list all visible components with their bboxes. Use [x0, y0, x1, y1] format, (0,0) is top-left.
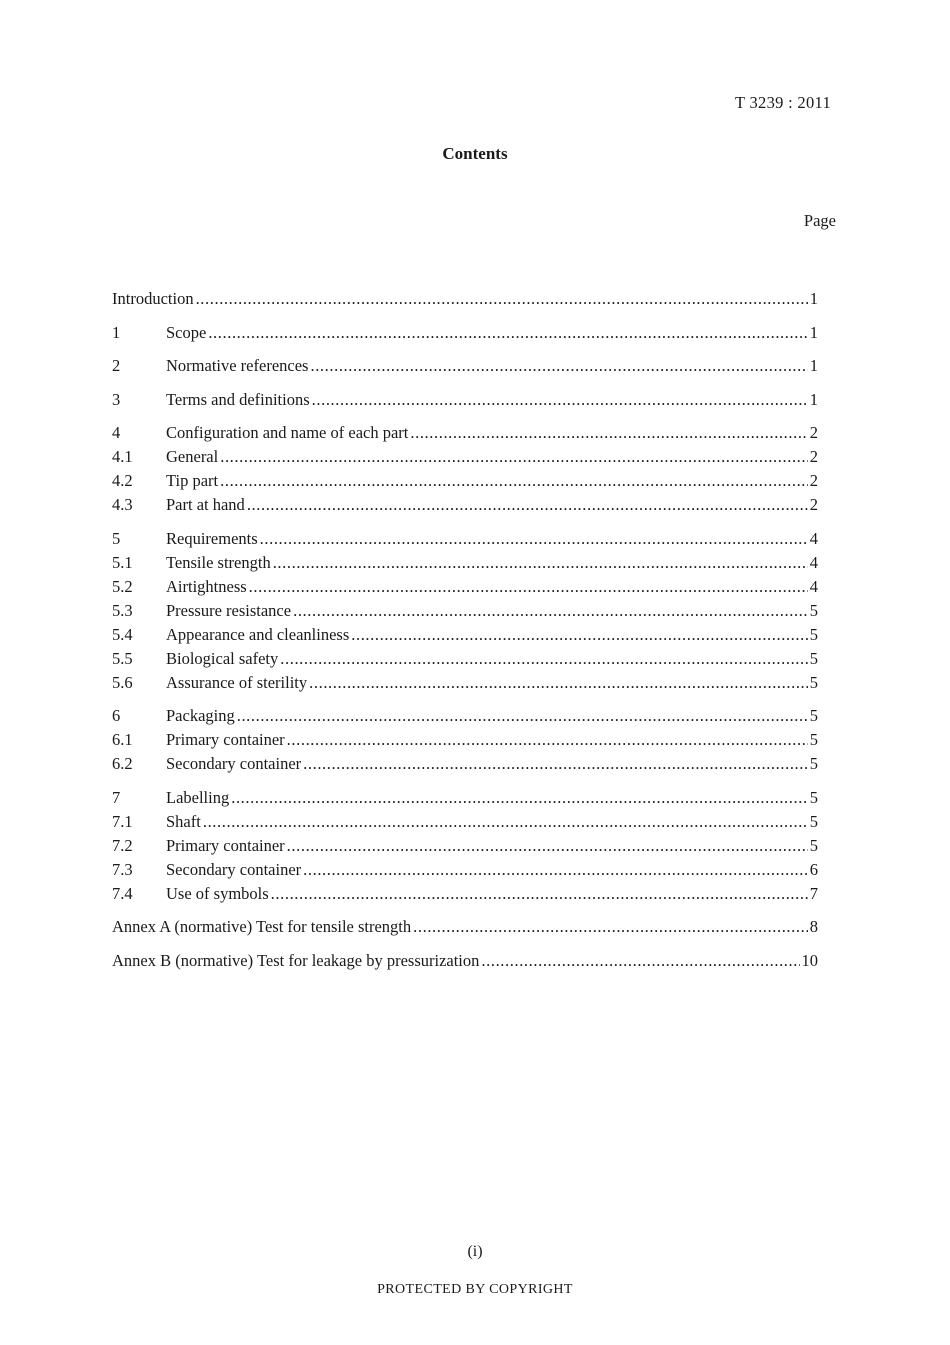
toc-entry-number: 5.1 — [112, 552, 133, 572]
toc-entry[interactable] — [112, 527, 818, 551]
toc-entry-title: Labelling — [166, 787, 230, 807]
toc-group — [112, 287, 818, 311]
toc-entry-number: 5 — [112, 528, 121, 548]
toc-entry-page: 1 — [809, 356, 818, 375]
dot-leader — [410, 421, 807, 445]
dot-leader — [280, 647, 807, 671]
toc-entry[interactable] — [112, 810, 818, 834]
toc-entry-number: 5.3 — [112, 600, 133, 620]
toc-group — [112, 321, 818, 345]
toc-entry-number: 6.1 — [112, 730, 133, 749]
toc-entry-page: 1 — [809, 322, 818, 342]
dot-leader — [203, 810, 808, 834]
toc-entry-number: 6 — [112, 706, 121, 725]
toc-entry-title: Configuration and name of each part — [166, 423, 409, 442]
dot-leader — [260, 527, 808, 551]
toc-entry-page: 5 — [809, 730, 818, 749]
dot-leader — [220, 469, 808, 493]
toc-entry-title: Airtightness — [166, 576, 247, 596]
toc-entry[interactable] — [112, 858, 818, 882]
toc-entry[interactable] — [112, 575, 818, 599]
toc-entry-page: 1 — [809, 389, 818, 409]
dot-leader — [220, 445, 808, 469]
toc-entry[interactable] — [112, 445, 818, 469]
toc-entry-page: 5 — [809, 600, 818, 620]
toc-entry[interactable] — [112, 752, 818, 776]
toc-entry[interactable] — [112, 469, 818, 493]
toc-entry-title: Requirements — [166, 528, 258, 548]
toc-entry-title: Appearance and cleanliness — [166, 624, 350, 644]
toc-entry[interactable] — [112, 834, 818, 858]
toc-entry-page: 1 — [809, 289, 818, 308]
toc-group — [112, 354, 818, 378]
toc-entry-title: Scope — [166, 322, 207, 342]
toc-entry-page: 2 — [809, 471, 818, 490]
dot-leader — [303, 752, 808, 776]
dot-leader — [312, 388, 808, 412]
toc-entry-title: Primary container — [166, 730, 285, 749]
toc-entry[interactable] — [112, 493, 818, 517]
toc-entry-title: Use of symbols — [166, 883, 269, 903]
toc-entry[interactable] — [112, 704, 818, 728]
document-number: T 3239 : 2011 — [734, 93, 831, 112]
toc-entry-page: 5 — [809, 754, 818, 773]
toc-entry-title: Annex A (normative) Test for tensile strength — [112, 917, 412, 936]
toc-entry-title: Introduction — [112, 289, 194, 308]
toc-entry[interactable] — [112, 623, 818, 647]
dot-leader — [196, 287, 808, 311]
dot-leader — [293, 599, 808, 623]
toc-group — [112, 421, 818, 517]
toc-entry[interactable] — [112, 551, 818, 575]
toc-entry[interactable] — [112, 882, 818, 906]
toc-entry-title: Assurance of sterility — [166, 672, 308, 692]
toc-entry-title: Annex B (normative) Test for leakage by pressurization — [112, 950, 480, 970]
toc-entry-title: Primary container — [166, 835, 285, 855]
toc-entry-number: 4.3 — [112, 495, 133, 514]
toc-entry[interactable] — [112, 421, 818, 445]
toc-entry-page: 2 — [809, 447, 818, 466]
toc-entry-title: Terms and definitions — [166, 389, 310, 409]
toc-entry-page: 7 — [809, 883, 818, 903]
toc-entry-number: 7 — [112, 787, 121, 807]
toc-entry-number: 4 — [112, 423, 121, 442]
toc-entry[interactable] — [112, 354, 818, 378]
toc-entry-page: 5 — [809, 787, 818, 807]
dot-leader — [351, 623, 808, 647]
toc-group — [112, 388, 818, 412]
toc-entry-number: 6.2 — [112, 754, 133, 773]
toc-entry-number: 5.5 — [112, 648, 133, 668]
dot-leader — [208, 321, 807, 345]
toc-entry[interactable] — [112, 728, 818, 752]
toc-entry[interactable] — [112, 599, 818, 623]
table-of-contents — [112, 287, 818, 982]
dot-leader — [287, 834, 808, 858]
toc-entry-page: 4 — [809, 576, 818, 596]
toc-entry-number: 7.2 — [112, 835, 133, 855]
toc-entry-title: Normative references — [166, 356, 309, 375]
toc-entry-number: 1 — [112, 322, 121, 342]
toc-entry-number: 4.2 — [112, 471, 133, 490]
contents-title: Contents — [442, 144, 508, 163]
dot-leader — [481, 949, 799, 973]
toc-entry-number: 3 — [112, 389, 121, 409]
dot-leader — [287, 728, 808, 752]
toc-entry-number: 5.2 — [112, 576, 133, 596]
toc-entry[interactable] — [112, 321, 818, 345]
toc-entry-number: 7.4 — [112, 883, 133, 903]
toc-entry-title: Secondary container — [166, 754, 302, 773]
toc-entry-number: 5.6 — [112, 672, 133, 692]
dot-leader — [271, 882, 808, 906]
toc-entry-page: 10 — [801, 950, 818, 970]
page-number: (i) — [467, 1243, 483, 1260]
toc-entry-title: Tensile strength — [166, 552, 271, 572]
toc-group — [112, 704, 818, 776]
toc-group — [112, 915, 818, 939]
copyright-notice: PROTECTED BY COPYRIGHT — [377, 1282, 573, 1297]
toc-entry-title: General — [166, 447, 219, 466]
page-column-label: Page — [803, 211, 836, 230]
toc-entry[interactable] — [112, 647, 818, 671]
toc-entry[interactable] — [112, 786, 818, 810]
toc-group — [112, 786, 818, 906]
toc-entry-title: Tip part — [166, 471, 219, 490]
toc-entry-page: 5 — [809, 672, 818, 692]
toc-entry-page: 2 — [809, 423, 818, 442]
toc-entry-number: 7.3 — [112, 859, 133, 879]
dot-leader — [413, 915, 808, 939]
toc-entry-page: 5 — [809, 648, 818, 668]
toc-entry-title: Pressure resistance — [166, 600, 292, 620]
toc-entry-title: Secondary container — [166, 859, 302, 879]
toc-entry-page: 2 — [809, 495, 818, 514]
toc-entry-number: 5.4 — [112, 624, 133, 644]
toc-group — [112, 527, 818, 695]
toc-entry-page: 4 — [809, 552, 818, 572]
toc-entry[interactable] — [112, 915, 818, 939]
toc-entry-page: 8 — [809, 917, 818, 936]
dot-leader — [310, 354, 807, 378]
dot-leader — [309, 671, 808, 695]
toc-entry-page: 5 — [809, 811, 818, 831]
toc-entry[interactable] — [112, 949, 818, 973]
toc-entry-page: 5 — [809, 706, 818, 725]
dot-leader — [247, 493, 808, 517]
dot-leader — [273, 551, 808, 575]
toc-entry-number: 4.1 — [112, 447, 133, 466]
toc-entry-title: Biological safety — [166, 648, 279, 668]
toc-entry-page: 6 — [809, 859, 818, 879]
toc-entry-page: 5 — [809, 835, 818, 855]
toc-entry-number: 7.1 — [112, 811, 133, 831]
dot-leader — [249, 575, 808, 599]
toc-entry-page: 4 — [809, 528, 818, 548]
toc-entry-title: Part at hand — [166, 495, 245, 514]
toc-entry-number: 2 — [112, 356, 121, 375]
toc-entry-page: 5 — [809, 624, 818, 644]
dot-leader — [303, 858, 808, 882]
dot-leader — [231, 786, 808, 810]
toc-group — [112, 949, 818, 973]
toc-entry-title: Shaft — [166, 811, 201, 831]
dot-leader — [237, 704, 808, 728]
toc-entry[interactable] — [112, 671, 818, 695]
toc-entry[interactable] — [112, 287, 818, 311]
toc-entry-title: Packaging — [166, 706, 235, 725]
toc-entry[interactable] — [112, 388, 818, 412]
